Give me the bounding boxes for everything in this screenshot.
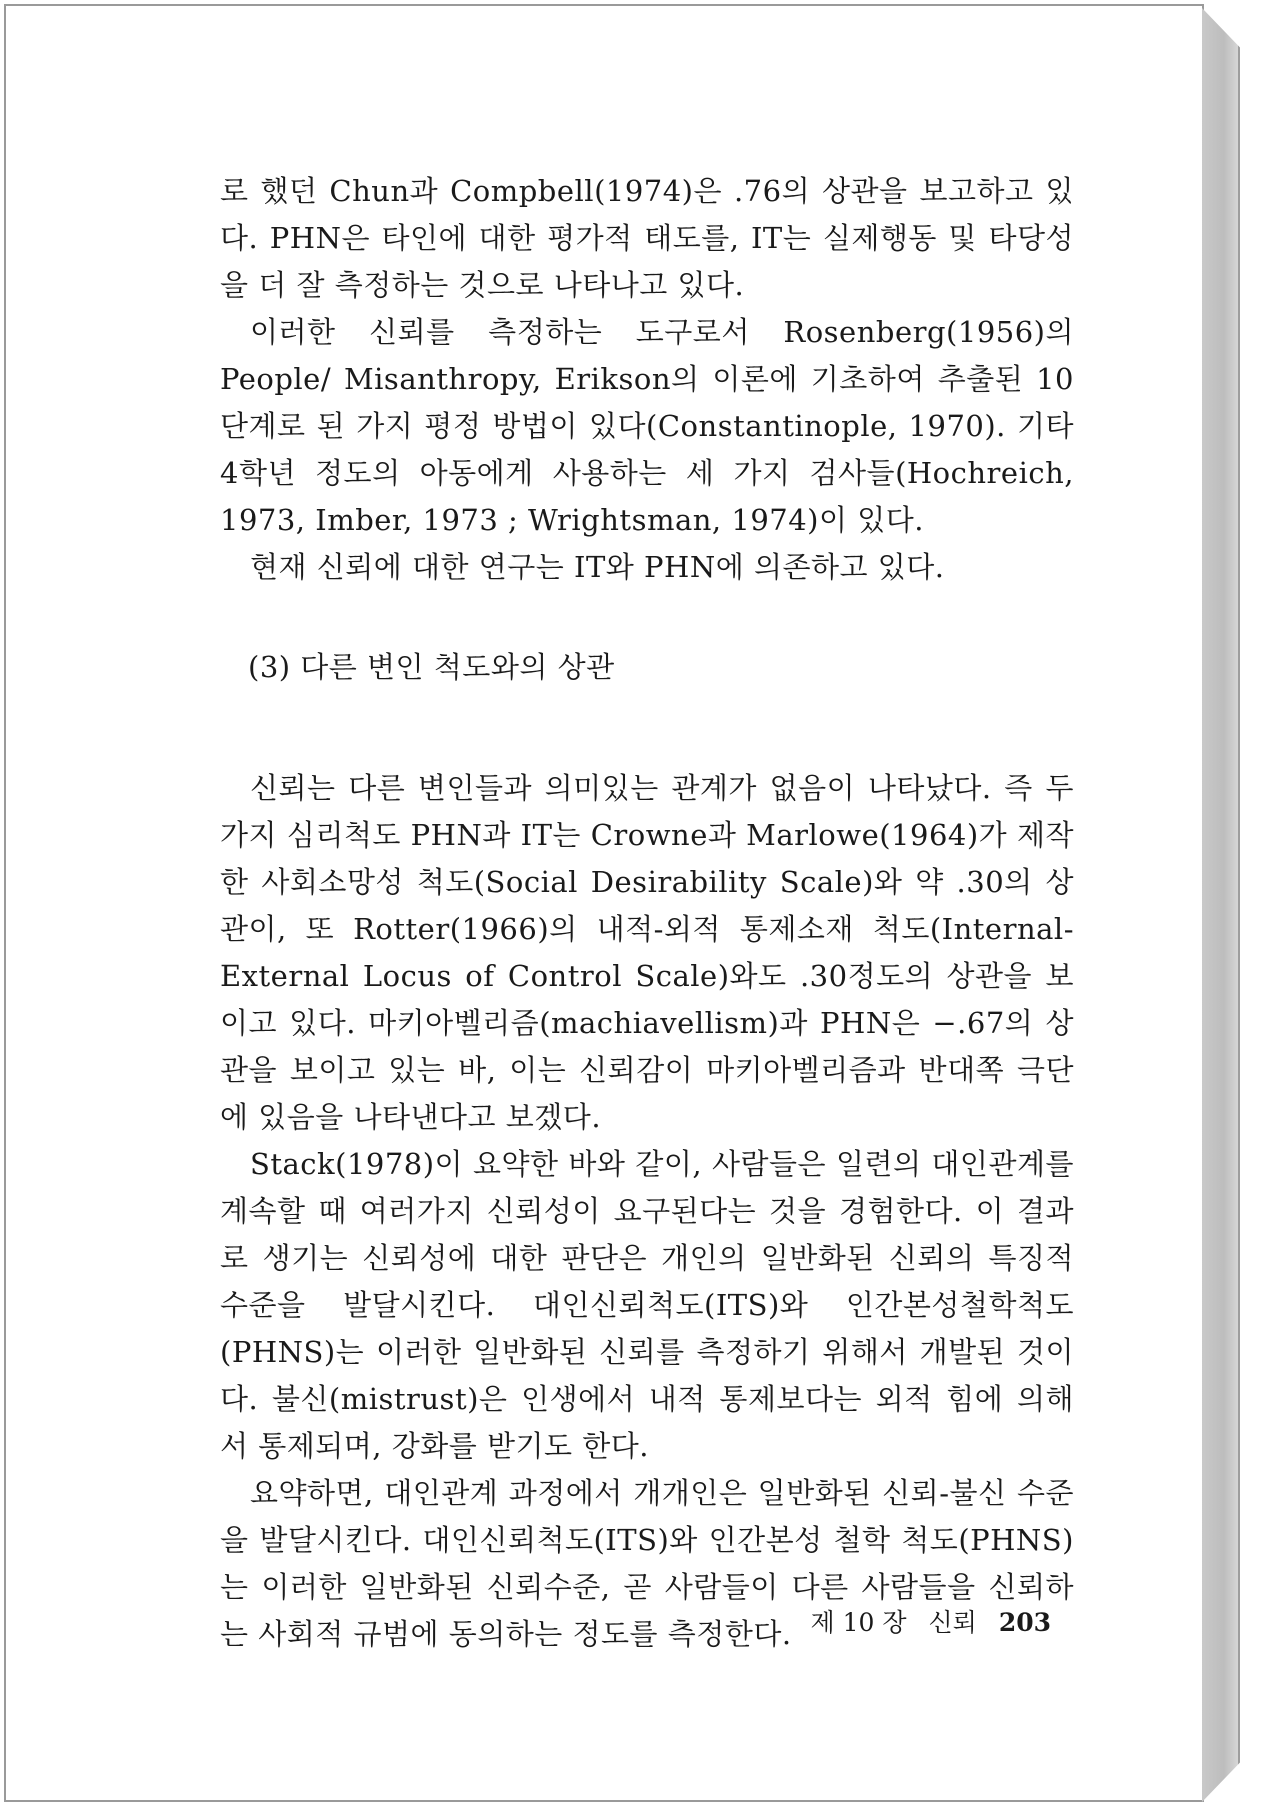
page-edge-shadow <box>1202 8 1240 1802</box>
paragraph-current-research: 현재 신뢰에 대한 연구는 IT와 PHN에 의존하고 있다. <box>250 550 945 584</box>
chapter-title: 신뢰 <box>928 1608 977 1637</box>
section-heading: (3) 다른 변인 척도와의 상관 <box>248 650 615 684</box>
chapter-label: 제 10 장 <box>810 1608 907 1637</box>
paragraph-summary: 요약하면, 대인관계 과정에서 개개인은 일반화된 신뢰-불신 수준을 발달시킨다. 대인신뢰척도(ITS)와 인간본성 철학 척도(PHNS)는 이러한 일반화된 신뢰수준, 곧 사람들이 다른 사람들을 신뢰하는 사회적 규범에 동의하는 정도를 측정한다. <box>220 1476 1074 1651</box>
continued-paragraph: 로 했던 Chun과 Compbell(1974)은 .76의 상관을 보고하고 있다. PHN은 타인에 대한 평가적 태도를, IT는 실제행동 및 타당성을 더 잘 측정하는 것으로 나타나고 있다. <box>220 174 1074 302</box>
page-number: 203 <box>998 1608 1051 1637</box>
page-footer <box>810 1603 1051 1639</box>
page-body <box>220 168 1074 1658</box>
paragraph-correlations: 신뢰는 다른 변인들과 의미있는 관계가 없음이 나타났다. 즉 두 가지 심리척도 PHN과 IT는 Crowne과 Marlowe(1964)가 제작한 사회소망성 척도(Social Desirability Scale)와 약 .30의 상관이, 또 Rotter(1966)의 내적-외적 통제소재 척도(Internal-External Locus of Control Scale)와도 .30정도의 상관을 보이고 있다. 마키아벨리즘(machiavellism)과 PHN은 −.67의 상관을 보이고 있는 바, 이는 신뢰감이 마키아벨리즘과 반대쪽 극단에 있음을 나타낸다고 보겠다. <box>220 771 1074 1134</box>
paragraph-measurement-tools: 이러한 신뢰를 측정하는 도구로서 Rosenberg(1956)의 People/ Misanthropy, Erikson의 이론에 기초하여 추출된 10단계로 된 가지 평정 방법이 있다(Constantinople, 1970). 기타 4학년 정도의 아동에게 사용하는 세 가지 검사들(Hochreich, 1973, Imber, 1973 ; Wrightsman, 1974)이 있다. <box>220 315 1074 537</box>
paragraph-stack-summary: Stack(1978)이 요약한 바와 같이, 사람들은 일련의 대인관계를 계속할 때 여러가지 신뢰성이 요구된다는 것을 경험한다. 이 결과로 생기는 신뢰성에 대한 판단은 개인의 일반화된 신뢰의 특징적 수준을 발달시킨다. 대인신뢰척도(ITS)와 인간본성철학척도(PHNS)는 이러한 일반화된 신뢰를 측정하기 위해서 개발된 것이다. 불신(mistrust)은 인생에서 내적 통제보다는 외적 힘에 의해서 통제되며, 강화를 받기도 한다. <box>220 1147 1074 1463</box>
